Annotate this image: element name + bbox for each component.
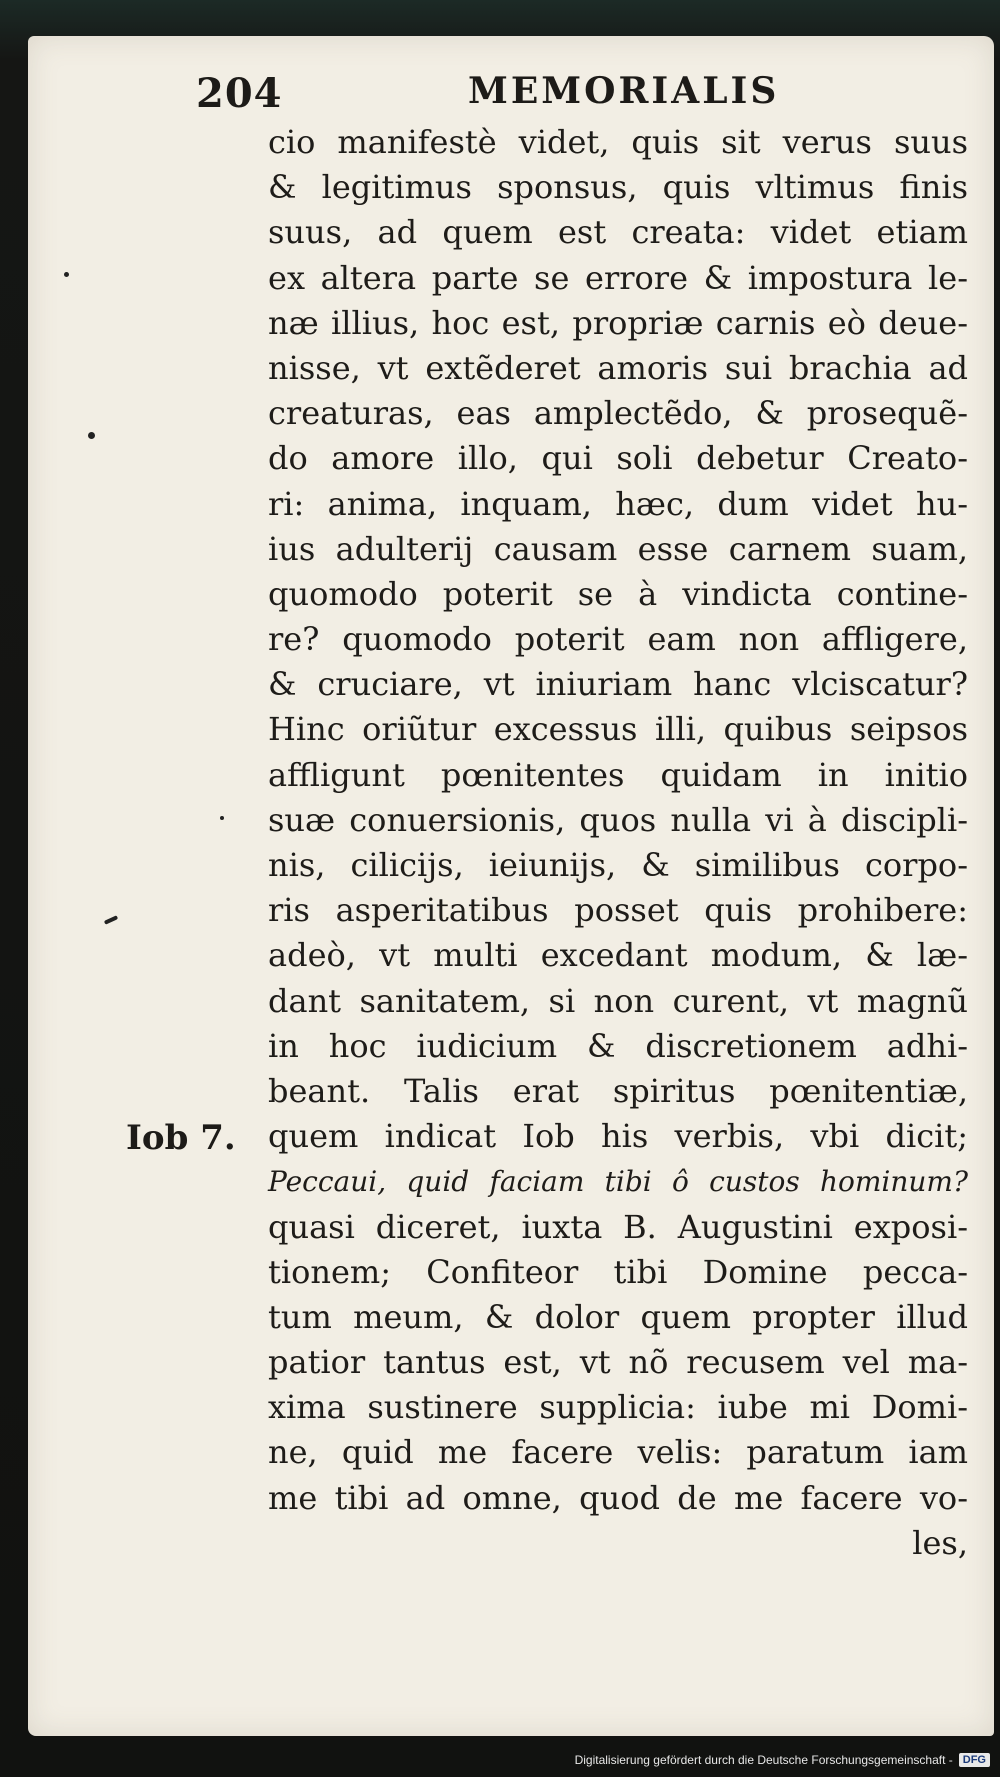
text-line: adeò, vt multi excedant modum, & læ- — [268, 936, 968, 975]
text-line: re? quomodo poterit eam non affligere, — [268, 620, 968, 659]
ink-speck — [104, 915, 118, 925]
body-text — [268, 120, 968, 1566]
text-line: cio manifestè videt, quis sit verus suus — [268, 123, 968, 161]
text-line: quem indicat Iob his verbis, vbi dicit; — [268, 1117, 968, 1156]
footer — [575, 1749, 990, 1771]
text-line: ri: anima, inquam, hæc, dum videt hu- — [268, 484, 968, 523]
page-number: 204 — [196, 70, 283, 117]
text-line: do amore illo, qui soli debetur Creato- — [268, 439, 968, 478]
text-line: næ illius, hoc est, propriæ carnis eò deue- — [268, 303, 968, 342]
funding-note: Digitalisierung gefördert durch die Deutsche Forschungsgemeinschaft - — [574, 1753, 953, 1767]
text-line: ne, quid me facere velis: paratum iam — [268, 1433, 968, 1472]
text-line: dant sanitatem, si non curent, vt magnũ — [268, 981, 968, 1020]
text-line: me tibi ad omne, quod de me facere vo- — [268, 1478, 968, 1517]
text-line: tum meum, & dolor quem propter illud — [268, 1297, 968, 1336]
text-line: quomodo poterit se à vindicta contine- — [268, 574, 968, 613]
text-line: patior tantus est, vt nõ recusem vel ma- — [268, 1343, 968, 1382]
ink-speck — [220, 816, 224, 820]
text-line-italic-quote: Peccaui, quid faciam tibi ô custos hominum? — [268, 1165, 968, 1199]
running-head: MEMORIALIS — [468, 70, 780, 112]
text-line: nisse, vt extẽderet amoris sui brachia ad — [268, 348, 968, 387]
text-line: xima sustinere supplicia: iube mi Domi- — [268, 1388, 968, 1427]
text-line: suus, ad quem est creata: videt etiam — [268, 213, 968, 252]
text-line: in hoc iudicium & discretionem adhi- — [268, 1026, 968, 1065]
text-line: & cruciare, vt iniuriam hanc vlciscatur? — [268, 665, 968, 704]
text-line: tionem; Confiteor tibi Domine pecca- — [268, 1252, 968, 1291]
text-line: ris asperitatibus posset quis prohibere: — [268, 891, 968, 930]
catchword: les, — [912, 1523, 968, 1562]
text-line: quasi diceret, iuxta B. Augustini exposi- — [268, 1207, 968, 1246]
text-line: & legitimus sponsus, quis vltimus finis — [268, 168, 968, 207]
text-line: nis, cilicijs, ieiunijs, & similibus corpo- — [268, 846, 968, 884]
dfg-logo: DFG — [959, 1753, 990, 1767]
text-line: beant. Talis erat spiritus pœnitentiæ, — [268, 1071, 968, 1110]
text-line: ex altera parte se errore & impostura le- — [268, 258, 968, 297]
text-line: affligunt pœnitentes quidam in initio — [268, 755, 968, 794]
text-line: ius adulterij causam esse carnem suam, — [268, 529, 968, 568]
ink-speck — [64, 272, 69, 277]
text-line: creaturas, eas amplectẽdo, & prosequẽ- — [268, 394, 968, 433]
text-line: suæ conuersionis, quos nulla vi à discipli- — [268, 800, 968, 839]
book-page — [28, 36, 994, 1736]
ink-speck — [88, 432, 95, 439]
text-line: Hinc oriũtur excessus illi, quibus seipsos — [268, 710, 968, 749]
margin-note: Iob 7. — [126, 1118, 236, 1158]
